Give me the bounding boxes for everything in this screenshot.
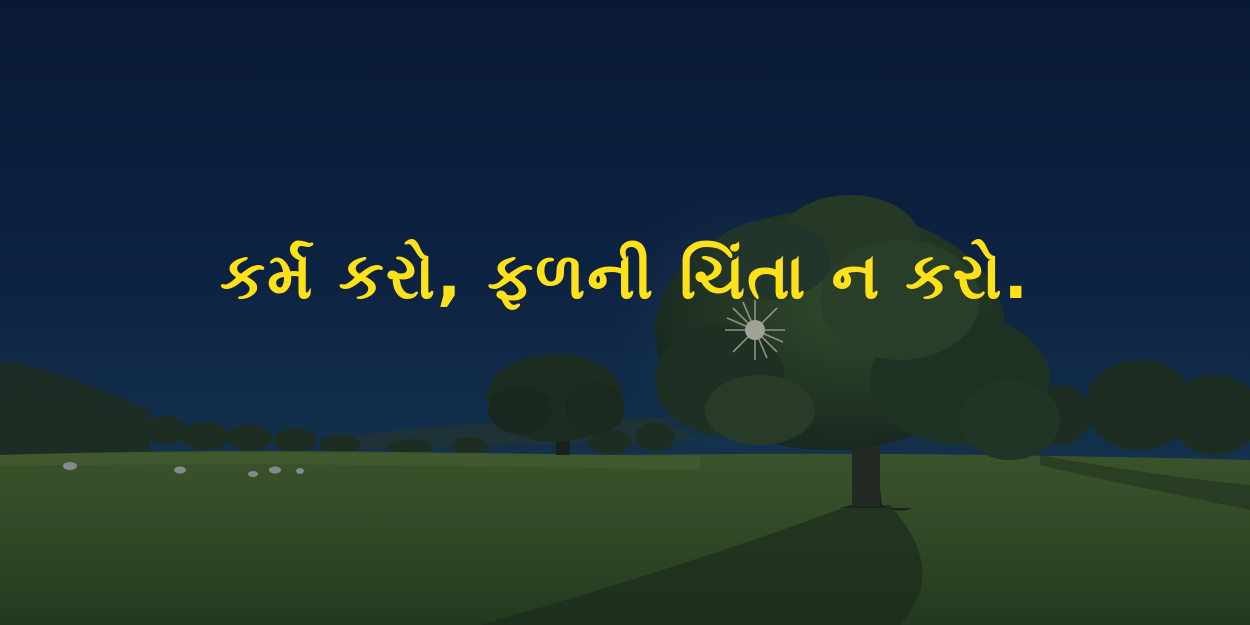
gujarati-quote: કર્મ કરો, ફળની ચિંતા ન કરો. [220,240,1030,314]
